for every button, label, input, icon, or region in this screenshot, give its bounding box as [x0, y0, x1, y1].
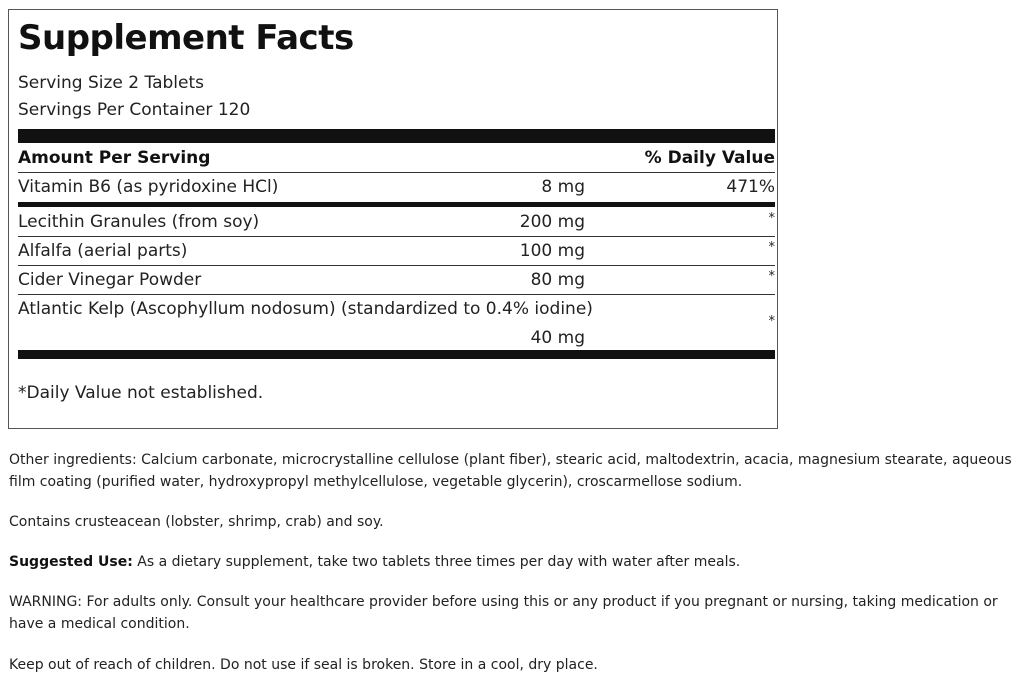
- warning-text: For adults only. Consult your healthcare provider before using this or any product if you pregnant or nursing, taking medication or have a medical condition.: [9, 594, 998, 632]
- nutrient-row: [18, 209, 775, 235]
- nutrient-daily-value: 471%: [726, 177, 775, 197]
- other-ingredients: Other ingredients: Calcium carbonate, microcrystalline cellulose (plant fiber), stearic acid, maltodextrin, acacia, magnesium stearate, aqueous film coating (purified water, hydroxypropyl methylcellulose, vegetable glycerin), croscarmellose sodium.: [9, 452, 1012, 490]
- nutrient-name: Atlantic Kelp (Ascophyllum nodosum) (standardized to 0.4% iodine): [18, 299, 593, 319]
- warning-label: WARNING:: [9, 594, 83, 610]
- nutrient-daily-value: *: [768, 240, 775, 255]
- suggested-use-text: As a dietary supplement, take two tablets three times per day with water after meals.: [132, 554, 741, 570]
- divider: [18, 236, 775, 237]
- nutrient-amount: 40 mg: [530, 328, 585, 348]
- header-amount-per-serving: Amount Per Serving: [18, 148, 211, 168]
- nutrient-daily-value: *: [768, 314, 775, 329]
- divider: [18, 294, 775, 295]
- nutrient-amount: 8 mg: [541, 177, 585, 197]
- divider: [18, 172, 775, 173]
- nutrient-amount: 100 mg: [519, 241, 585, 261]
- storage-instructions: Keep out of reach of children. Do not use if seal is broken. Store in a cool, dry place.: [9, 657, 598, 673]
- nutrient-daily-value: *: [768, 269, 775, 284]
- nutrient-amount: 200 mg: [519, 212, 585, 232]
- supplement-facts-panel: [8, 9, 778, 429]
- nutrient-row: [18, 174, 775, 200]
- warning: [9, 591, 1017, 635]
- facts-title: Supplement Facts: [18, 18, 354, 58]
- nutrient-name: Cider Vinegar Powder: [18, 270, 202, 290]
- suggested-use-label: Suggested Use:: [9, 554, 133, 570]
- serving-size: Serving Size 2 Tablets: [18, 73, 204, 93]
- allergen-statement: Contains crusteacean (lobster, shrimp, crab) and soy.: [9, 514, 384, 530]
- divider: [18, 265, 775, 266]
- nutrient-amount: 80 mg: [530, 270, 585, 290]
- thick-divider-bottom: [18, 350, 775, 359]
- nutrient-row: [18, 238, 775, 264]
- nutrient-row: [18, 296, 775, 352]
- suggested-use: [9, 551, 1017, 573]
- medium-divider: [18, 202, 775, 207]
- nutrient-name: Lecithin Granules (from soy): [18, 212, 260, 232]
- nutrient-daily-value: *: [768, 211, 775, 226]
- nutrient-name: Alfalfa (aerial parts): [18, 241, 188, 261]
- header-daily-value: % Daily Value: [644, 148, 775, 168]
- nutrient-row: [18, 267, 775, 293]
- daily-value-footnote: *Daily Value not established.: [18, 383, 264, 403]
- nutrient-name: Vitamin B6 (as pyridoxine HCl): [18, 177, 279, 197]
- thick-divider-top: [18, 129, 775, 143]
- table-header: [18, 145, 775, 171]
- servings-per-container: Servings Per Container 120: [18, 100, 251, 120]
